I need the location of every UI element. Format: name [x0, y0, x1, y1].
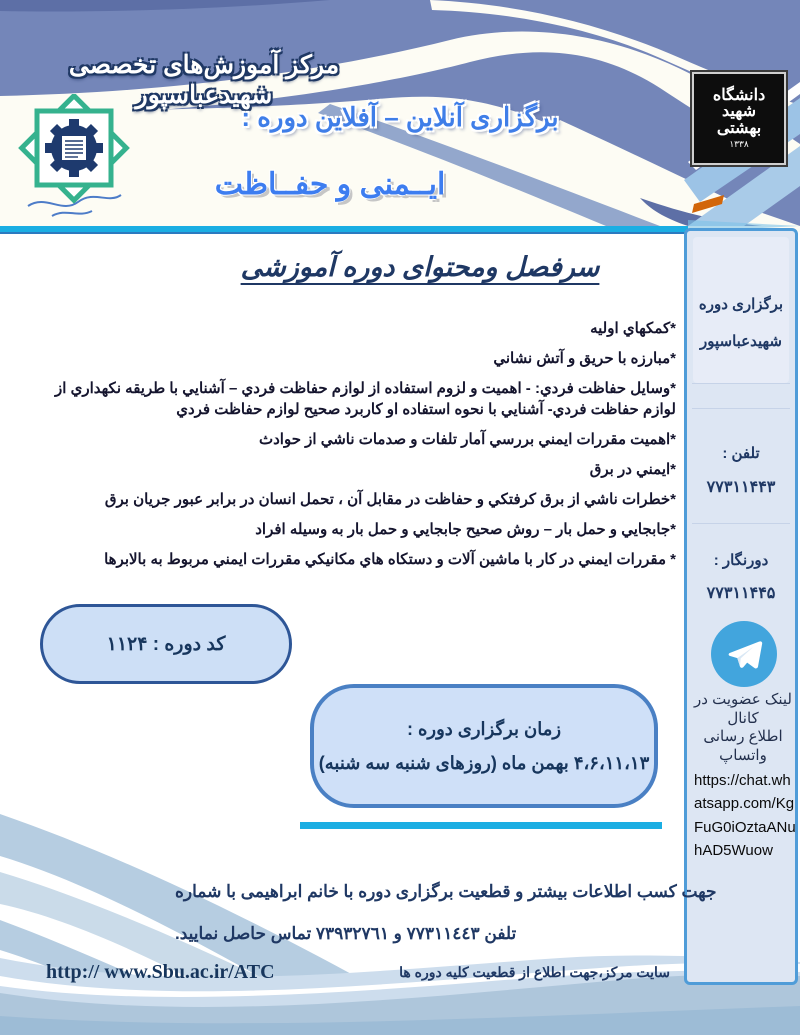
section-title: سرفصل ومحتوای دوره آموزشی	[240, 252, 600, 282]
sbu-logo-year: ۱۳۳۸	[729, 138, 749, 149]
schedule-box	[310, 684, 658, 808]
schedule-detail: ۴،۶،۱۱،۱۳ بهمن ماه (روزهای شنبه سه شنبه)	[318, 752, 650, 773]
phone-number: ۷۷۳۱۱۴۴۳	[706, 479, 776, 496]
contact-info-line2: تلفن ۷۷۳۱۱٤٤۳ و ۷۳۹۳۲۷٦۱ تماس حاصل نمایید.	[175, 924, 517, 943]
delivery-mode-line: برگزاری آنلاین – آفلاین دوره :	[241, 102, 559, 132]
sidebar-divider	[692, 383, 790, 384]
content-divider	[300, 822, 662, 829]
sbu-logo-line3: بهشتی	[716, 120, 762, 138]
course-title: ایــمنی و حفــاظت	[214, 168, 446, 201]
org-title: مرکز آموزش‌های تخصصی شهیدعباسپور	[68, 51, 340, 109]
phone-label: تلفن :	[722, 445, 760, 462]
sidebar-divider	[692, 408, 790, 409]
schedule-title: زمان برگزاری دوره :	[406, 718, 562, 739]
footer-wave-art	[0, 808, 800, 1035]
topic-item: * مقررات ايمني در كار با ماشين آلات و دستكاه هاي مكانيكي مقررات ايمني مربوط به بالابرها	[104, 551, 676, 568]
info-sidebar	[684, 228, 798, 985]
abbaspour-center-logo	[18, 94, 130, 226]
sidebar-holding-line1: برگزاری دوره	[698, 296, 784, 313]
header-divider	[0, 226, 688, 234]
sbu-logo-line1: دانشگاه	[712, 86, 766, 104]
course-code-pill	[40, 604, 292, 684]
topic-item: *خطرات ناشي از برق كرفتكي و حفاظت در مقابل آن ، تحمل انسان در برابر عبور جريان برق	[104, 491, 676, 508]
fax-label: دورنگار :	[713, 552, 769, 569]
contact-info-line1: جهت کسب اطلاعات بیشتر و قطعیت برگزاری دوره با خانم ابراهیمی با شماره	[175, 882, 717, 901]
topic-item: *کمکهاي اوليه	[590, 320, 676, 337]
fax-number: ۷۷۳۱۱۴۴۵	[706, 585, 776, 602]
channel-note-line2: اطلاع رسانی واتساپ	[703, 728, 783, 764]
website-url[interactable]: http:// www.Sbu.ac.ir/ATC	[46, 961, 275, 983]
telegram-icon[interactable]	[711, 621, 777, 687]
topic-item: *مبارزه با حريق و آتش نشاني	[493, 350, 676, 367]
topic-item: *ايمني در برق	[589, 461, 676, 478]
whatsapp-channel-link[interactable]: https://chat.whatsapp.com/KgFuG0iOztaANuhAD5Wuow	[694, 772, 796, 859]
topic-item: *اهميت مقررات ايمني بررسي آمار تلفات و صدمات ناشي از حوادث	[259, 431, 676, 448]
course-code-text: کد دوره : ۱۱۲۴	[106, 633, 226, 655]
topic-item: *جابجايي و حمل بار – روش صحيح جابجايي و حمل بار به وسيله افراد	[255, 521, 676, 538]
sbu-university-logo	[690, 70, 788, 167]
channel-note-line1: لینک عضویت در کانال	[694, 691, 792, 727]
website-note: سایت مرکز،جهت اطلاع از قطعیت کلیه دوره ها	[399, 964, 670, 980]
sidebar-holding-line2: شهیدعباسپور	[699, 333, 783, 350]
course-topics-list	[28, 318, 676, 579]
sidebar-divider	[692, 523, 790, 524]
sbu-logo-line2: شهید	[722, 103, 757, 121]
topic-item: *وسايل حفاظت فردي: - اهميت و لزوم استفاده از لوازم حفاظت فردي – آشنايي با طريقه نكهداري از لوازم حفاظت فردي- آشنايي با نحوه استفاده او كاربرد صحيح لوازم حفاظت فردي	[55, 380, 676, 418]
